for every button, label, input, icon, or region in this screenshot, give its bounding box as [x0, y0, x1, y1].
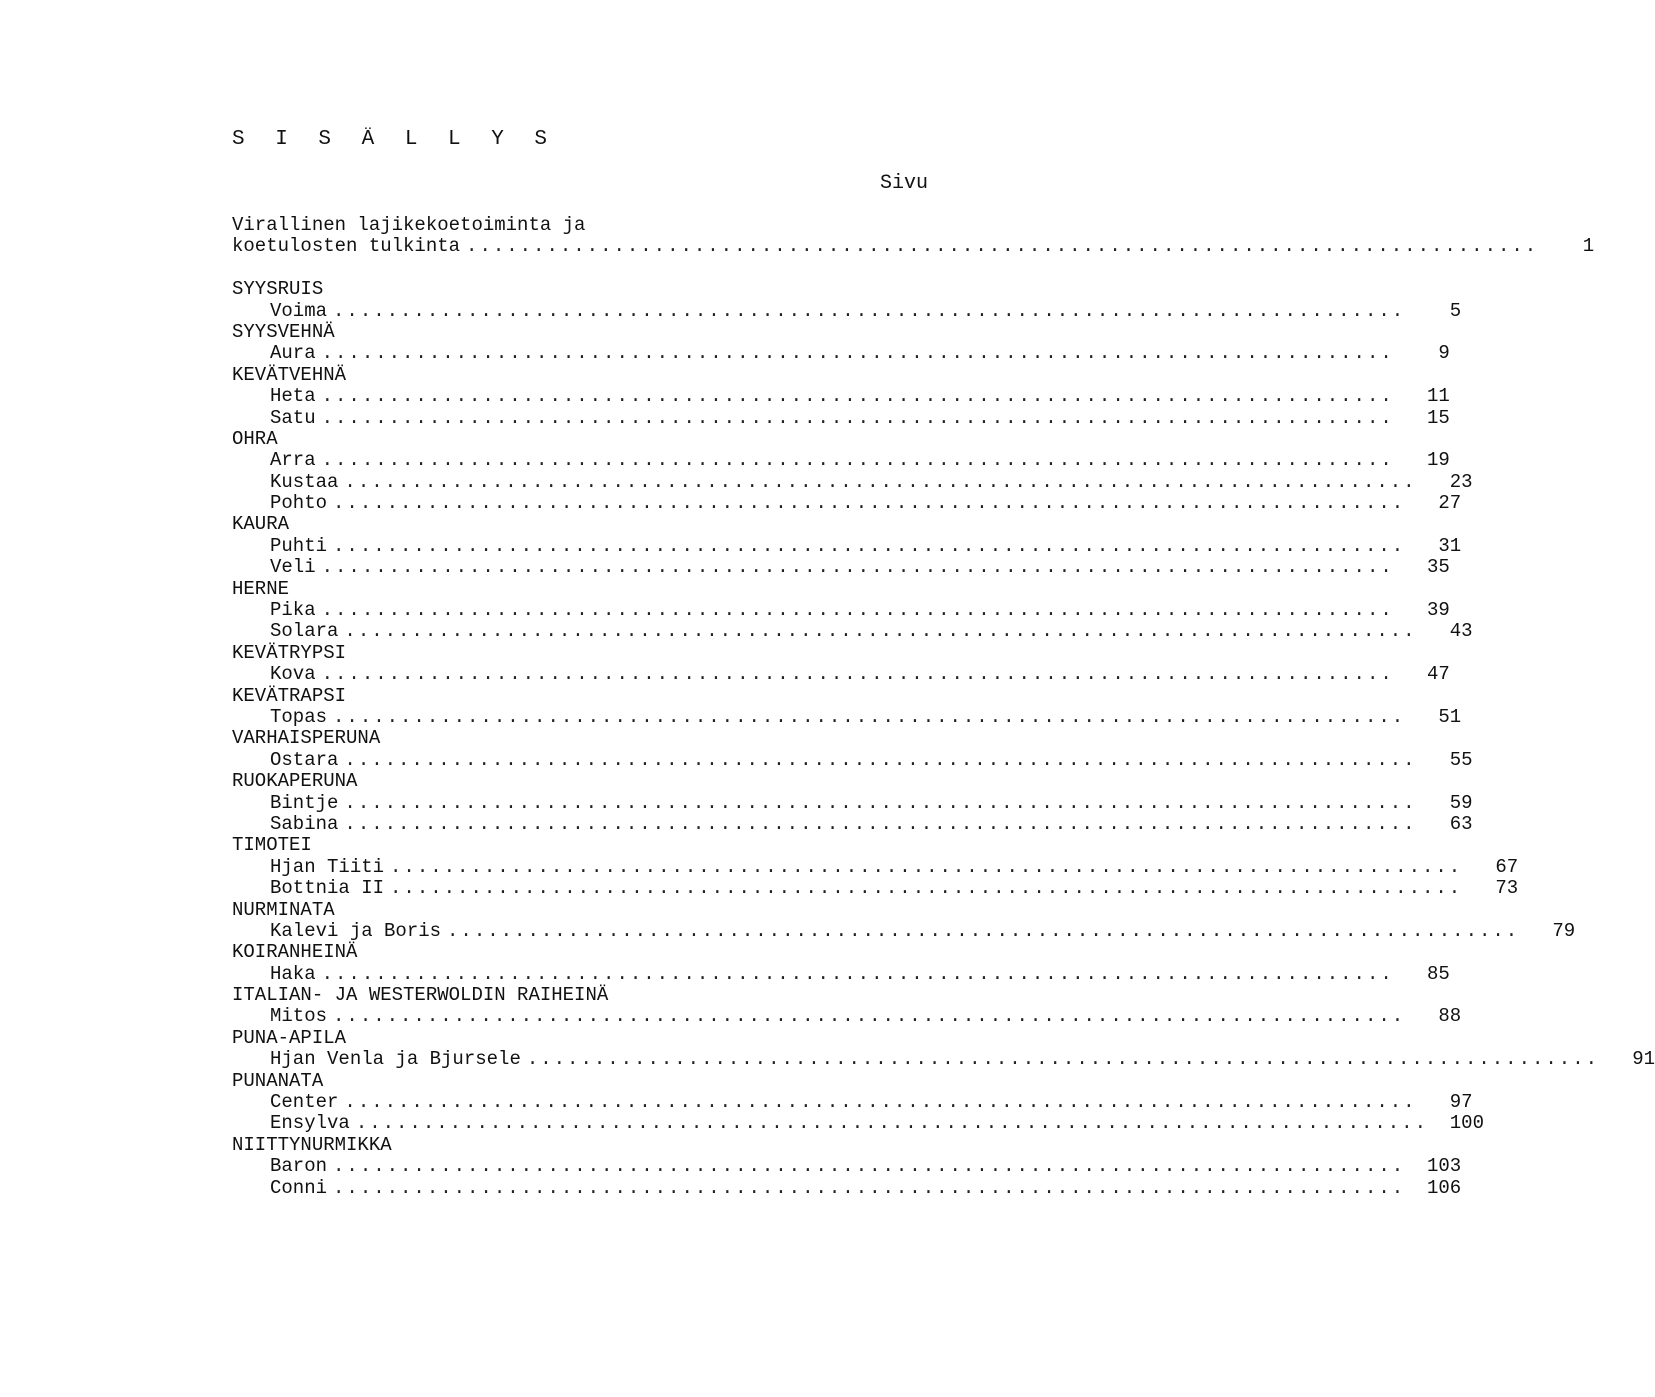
page-title: S I S Ä L L Y S — [232, 128, 557, 151]
entry-name: Hjan Venla ja Bjursele — [270, 1048, 521, 1071]
entry-name: Ensylva — [270, 1112, 350, 1135]
entry-name: Topas — [270, 705, 328, 728]
dot-leader: ................................................................................ — [321, 663, 1394, 686]
entry-name: Kova — [270, 663, 316, 686]
entry-page: 103 — [1426, 1155, 1462, 1178]
toc-entry — [232, 1155, 1462, 1178]
category-heading: NIITTYNURMIKKA — [232, 1133, 392, 1156]
dot-leader: ................................................................................ — [526, 1048, 1599, 1071]
entry-page: 79 — [1552, 919, 1576, 942]
entry-page: 23 — [1449, 470, 1473, 493]
entry-name: Veli — [270, 556, 316, 579]
toc-entry — [232, 342, 1450, 365]
entry-page: 47 — [1426, 663, 1450, 686]
category-heading: PUNANATA — [232, 1069, 324, 1092]
category-heading: KEVÄTVEHNÄ — [232, 363, 347, 386]
toc-entry — [232, 962, 1450, 985]
dot-leader: ................................................................................ — [333, 492, 1406, 515]
category-heading: KEVÄTRYPSI — [232, 641, 347, 664]
category-heading: RUOKAPERUNA — [232, 770, 358, 793]
dot-leader: ................................................................................ — [333, 1155, 1406, 1178]
dot-leader: ................................................................................ — [447, 919, 1520, 942]
dot-leader: ................................................................................ — [321, 599, 1394, 622]
category-heading: TIMOTEI — [232, 834, 312, 857]
entry-page: 39 — [1426, 599, 1450, 622]
dot-leader: ................................................................................ — [321, 406, 1394, 429]
category-heading: PUNA-APILA — [232, 1026, 347, 1049]
entry-page: 73 — [1495, 877, 1519, 900]
table-of-contents — [232, 214, 1655, 1199]
category-heading: NURMINATA — [232, 898, 335, 921]
entry-name: Bintje — [270, 791, 339, 814]
toc-entry — [232, 599, 1450, 622]
entry-name: Pika — [270, 599, 316, 622]
entry-page: 55 — [1449, 748, 1473, 771]
dot-leader: ................................................................................ — [321, 449, 1394, 472]
dot-leader: ................................................................................ — [344, 1091, 1417, 1114]
category-heading: KAURA — [232, 513, 290, 536]
toc-entry — [232, 855, 1519, 878]
entry-page: 5 — [1449, 299, 1462, 322]
entry-page: 63 — [1449, 812, 1473, 835]
sections-list — [232, 278, 1655, 1199]
entry-name: Puhti — [270, 534, 328, 557]
toc-entry — [232, 534, 1462, 557]
entry-name: Ostara — [270, 748, 339, 771]
toc-entry — [232, 556, 1450, 579]
entry-name: Center — [270, 1091, 339, 1114]
entry-name: Baron — [270, 1155, 328, 1178]
page-column-label: Sivu — [880, 172, 929, 195]
toc-entry — [232, 1048, 1655, 1071]
entry-page: 91 — [1632, 1048, 1655, 1071]
dot-leader: ................................................................................ — [321, 962, 1394, 985]
category-heading: KEVÄTRAPSI — [232, 684, 347, 707]
toc-entry — [232, 919, 1576, 942]
category-heading: HERNE — [232, 577, 290, 600]
entry-name: Haka — [270, 962, 316, 985]
dot-leader: ................................................................................ — [321, 556, 1394, 579]
toc-entry — [232, 299, 1462, 322]
category-heading: OHRA — [232, 427, 278, 450]
category-heading: ITALIAN- JA WESTERWOLDIN RAIHEINÄ — [232, 984, 609, 1007]
entry-name: Hjan Tiiti — [270, 855, 385, 878]
dot-leader: ................................................................................ — [333, 299, 1406, 322]
entry-page: 67 — [1495, 855, 1519, 878]
dot-leader: ................................................................................ — [333, 1176, 1406, 1199]
dot-leader: ................................................................................ — [333, 705, 1406, 728]
entry-name: Conni — [270, 1176, 328, 1199]
entry-name: Voima — [270, 299, 328, 322]
dot-leader: ................................................................................ — [390, 877, 1463, 900]
entry-page: 59 — [1449, 791, 1473, 814]
toc-entry — [232, 470, 1473, 493]
toc-entry — [232, 791, 1473, 814]
entry-page: 9 — [1438, 342, 1450, 365]
entry-page: 97 — [1449, 1091, 1473, 1114]
category-heading: SYYSRUIS — [232, 278, 324, 301]
entry-name: Bottnia II — [270, 877, 385, 900]
intro-entry — [232, 235, 1595, 258]
toc-entry — [232, 1112, 1484, 1135]
category-heading: KOIRANHEINÄ — [232, 941, 358, 964]
dot-leader: ................................................................................ — [344, 812, 1417, 835]
toc-entry — [232, 1091, 1473, 1114]
entry-page: 35 — [1426, 556, 1450, 579]
dot-leader: ................................................................................ — [333, 1005, 1406, 1028]
dot-leader: ................................................................................ — [390, 855, 1463, 878]
entry-name: Arra — [270, 449, 316, 472]
entry-page: 100 — [1449, 1112, 1484, 1135]
category-heading: SYYSVEHNÄ — [232, 320, 335, 343]
toc-entry — [232, 492, 1462, 515]
dot-leader: ................................................................................ — [344, 791, 1417, 814]
dot-leader: ................................................................................ — [344, 470, 1417, 493]
dot-leader: ................................................................................ — [344, 620, 1417, 643]
entry-name: Kalevi ja Boris — [270, 919, 442, 942]
entry-page: 31 — [1438, 534, 1462, 557]
toc-entry — [232, 877, 1519, 900]
entry-name: Pohto — [270, 492, 328, 515]
entry-name: koetulosten tulkinta — [232, 235, 461, 258]
dot-leader: ................................................................................ — [466, 235, 1539, 258]
entry-page: 88 — [1438, 1005, 1462, 1028]
toc-entry — [232, 385, 1450, 408]
intro-line-1: Virallinen lajikekoetoiminta ja — [232, 214, 586, 236]
toc-entry — [232, 620, 1473, 643]
entry-page: 1 — [1582, 235, 1595, 258]
toc-entry — [232, 663, 1450, 686]
dot-leader: ................................................................................ — [344, 748, 1417, 771]
toc-entry — [232, 705, 1462, 728]
dot-leader: ................................................................................ — [333, 534, 1406, 557]
entry-page: 11 — [1426, 385, 1450, 408]
entry-name: Solara — [270, 620, 339, 643]
spacer — [232, 258, 938, 279]
entry-page: 19 — [1426, 449, 1450, 472]
toc-entry — [232, 748, 1473, 771]
toc-entry — [232, 406, 1450, 429]
entry-page: 43 — [1449, 620, 1473, 643]
entry-name: Satu — [270, 406, 316, 429]
toc-entry — [232, 1005, 1462, 1028]
dot-leader: ................................................................................ — [355, 1112, 1428, 1135]
entry-page: 27 — [1438, 492, 1462, 515]
entry-name: Kustaa — [270, 470, 339, 493]
entry-page: 106 — [1426, 1176, 1462, 1199]
toc-entry — [232, 449, 1450, 472]
entry-page: 15 — [1426, 406, 1450, 429]
entry-name: Heta — [270, 385, 316, 408]
entry-page: 51 — [1438, 705, 1462, 728]
category-heading: VARHAISPERUNA — [232, 727, 381, 750]
entry-name: Sabina — [270, 812, 339, 835]
dot-leader: ................................................................................ — [321, 385, 1394, 408]
entry-name: Aura — [270, 342, 316, 365]
entry-name: Mitos — [270, 1005, 328, 1028]
toc-entry — [232, 812, 1473, 835]
entry-page: 85 — [1426, 962, 1450, 985]
toc-entry — [232, 1176, 1462, 1199]
dot-leader: ................................................................................ — [321, 342, 1394, 365]
